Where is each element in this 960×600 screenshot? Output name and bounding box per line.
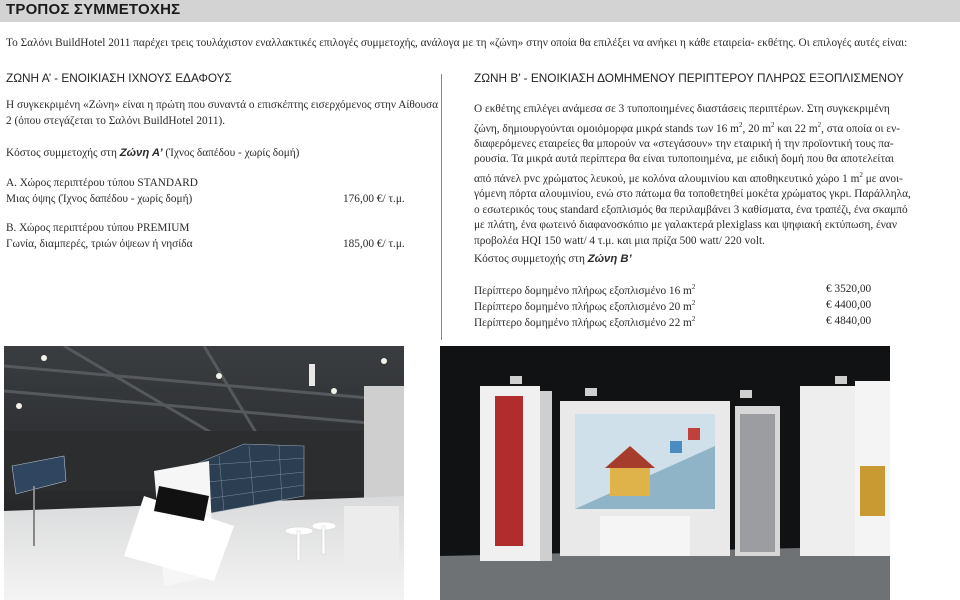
zone-b-line4: ρουσία. Τα μικρά αυτά περίπτερα θα είναι τυποποιημένα, με ειδική δομή που θα αποτελείται (474, 153, 894, 166)
option-b-desc: Γωνία, διαμπερές, τριών όψεων ή νησίδα (6, 238, 193, 250)
zone-a-description (6, 98, 439, 129)
exhibition-hall-photo (4, 346, 404, 600)
page-title: ΤΡΟΠΟΣ ΣΥΜΜΕΤΟΧΗΣ (6, 1, 181, 18)
booth-render-photo (440, 346, 890, 600)
zone-b-line1: Ο εκθέτης επιλέγει ανάμεσα σε 3 τυποποιημένες διαστάσεις περιπτέρων. Στη συγκεκριμένη (474, 103, 890, 115)
zone-a-heading: ΖΩΝΗ Α’ - ΕΝΟΙΚΙΑΣΗ ΙΧΝΟΥΣ ΕΔΑΦΟΥΣ (6, 71, 232, 85)
price-row-value: € 4840,00 (826, 315, 872, 327)
zone-b-line9: προβολέα HQI 150 watt/ 4 τ.μ. και μια πρίζα 500 watt/ 220 volt. (474, 234, 765, 247)
zone-b-cost-zone: Ζώνη Β’ (587, 253, 632, 265)
price-row-value: € 3520,00 (826, 283, 872, 295)
price-row-value: € 4400,00 (826, 299, 872, 311)
option-b-title: Β. Χώρος περιπτέρου τύπου PREMIUM (6, 222, 190, 234)
zone-b-line3: διαφερόμενες εταιρείες θα μπορούν να «στεγάσουν» την εταιρική ή την προϊοντική τους πα- (474, 137, 894, 150)
zone-a-cost-prefix: Κόστος συμμετοχής στη (6, 147, 120, 159)
zone-b-cost-heading (474, 252, 632, 268)
column-divider (441, 74, 442, 340)
zone-b-heading: ΖΩΝΗ Β’ - ΕΝΟΙΚΙΑΣΗ ΔΟΜΗΜΕΝΟΥ ΠΕΡΙΠΤΕΡΟΥ ΠΛΗΡΩΣ ΕΞΟΠΛΙΣΜΕΝΟΥ (474, 71, 904, 85)
price-row-label: Περίπτερο δομημένο πλήρως εξοπλισμένο 20 $m^2$ (474, 299, 696, 313)
option-a-price: 176,00 €/ τ.μ. (343, 193, 405, 205)
option-b-price: 185,00 €/ τ.μ. (343, 238, 405, 250)
zone-a-cost-zone: Ζώνη Α’ (119, 147, 163, 159)
zone-a-cost-suffix: (Ίχνος δαπέδου - χωρίς δομή) (162, 147, 300, 159)
zone-b-line5: από πάνελ pvc χρώματος λευκού, με κολόνα αλουμινίου και αποθηκευτικό χώρο 1 $m^2$ με ανοι- (474, 170, 903, 185)
zone-a-desc-line1: Η συγκεκριμένη «Ζώνη» είναι η πρώτη που συναντά ο επισκέπτης εισερχόμενος στην Αίθουσα (6, 99, 439, 111)
zone-a-desc-line2: 2 (όπου στεγάζεται το Σαλόνι BuildHotel 2011). (6, 114, 226, 127)
title-bar (0, 0, 960, 22)
zone-b-line6: γόμενη πόρτα αλουμινίου, ενώ στο πάτωμα θα τοποθετηθεί μοκέτα χρώματος γκρι. Παράλληλα, (474, 188, 911, 201)
price-row-label: Περίπτερο δομημένο πλήρως εξοπλισμένο 16 $m^2$ (474, 283, 696, 297)
zone-b-cost-prefix: Κόστος συμμετοχής στη (474, 253, 588, 265)
zone-b-line2: ζώνη, δημιουργούνται ομοιόμορφα μικρά stands των 16 $m^2$, 20 $m^2$ και 22 $m^2$, στα οποία οι εν- (474, 120, 901, 135)
zone-b-line8: με πλάτη, ένα φωτεινό διαφανοσκόπιο με γαλακτερά plexiglass και ψηφιακή εκτύπωση, έναν (474, 219, 897, 232)
zone-a-cost-heading (6, 146, 299, 162)
option-a-desc: Μιας όψης (Ίχνος δαπέδου - χωρίς δομή) (6, 193, 193, 205)
intro-text: Το Σαλόνι BuildHotel 2011 παρέχει τρεις τουλάχιστον εναλλακτικές επιλογές συμμετοχής, ανάλογα με τη «ζώνη» στην οποία θα επιλέξει να ανήκει η κάθε εταιρεία- εκθέτης. Οι επιλογές αυτές είναι: (6, 37, 908, 49)
price-row-label: Περίπτερο δομημένο πλήρως εξοπλισμένο 22 $m^2$ (474, 315, 696, 329)
zone-b-description (474, 102, 911, 249)
option-a-title: Α. Χώρος περιπτέρου τύπου STANDARD (6, 177, 198, 189)
zone-b-line7: ο εσωτερικός τους standard εξοπλισμός θα περιλαμβάνει 3 καθίσματα, ένα τραπέζι, ένα σκαμπό (474, 203, 908, 216)
